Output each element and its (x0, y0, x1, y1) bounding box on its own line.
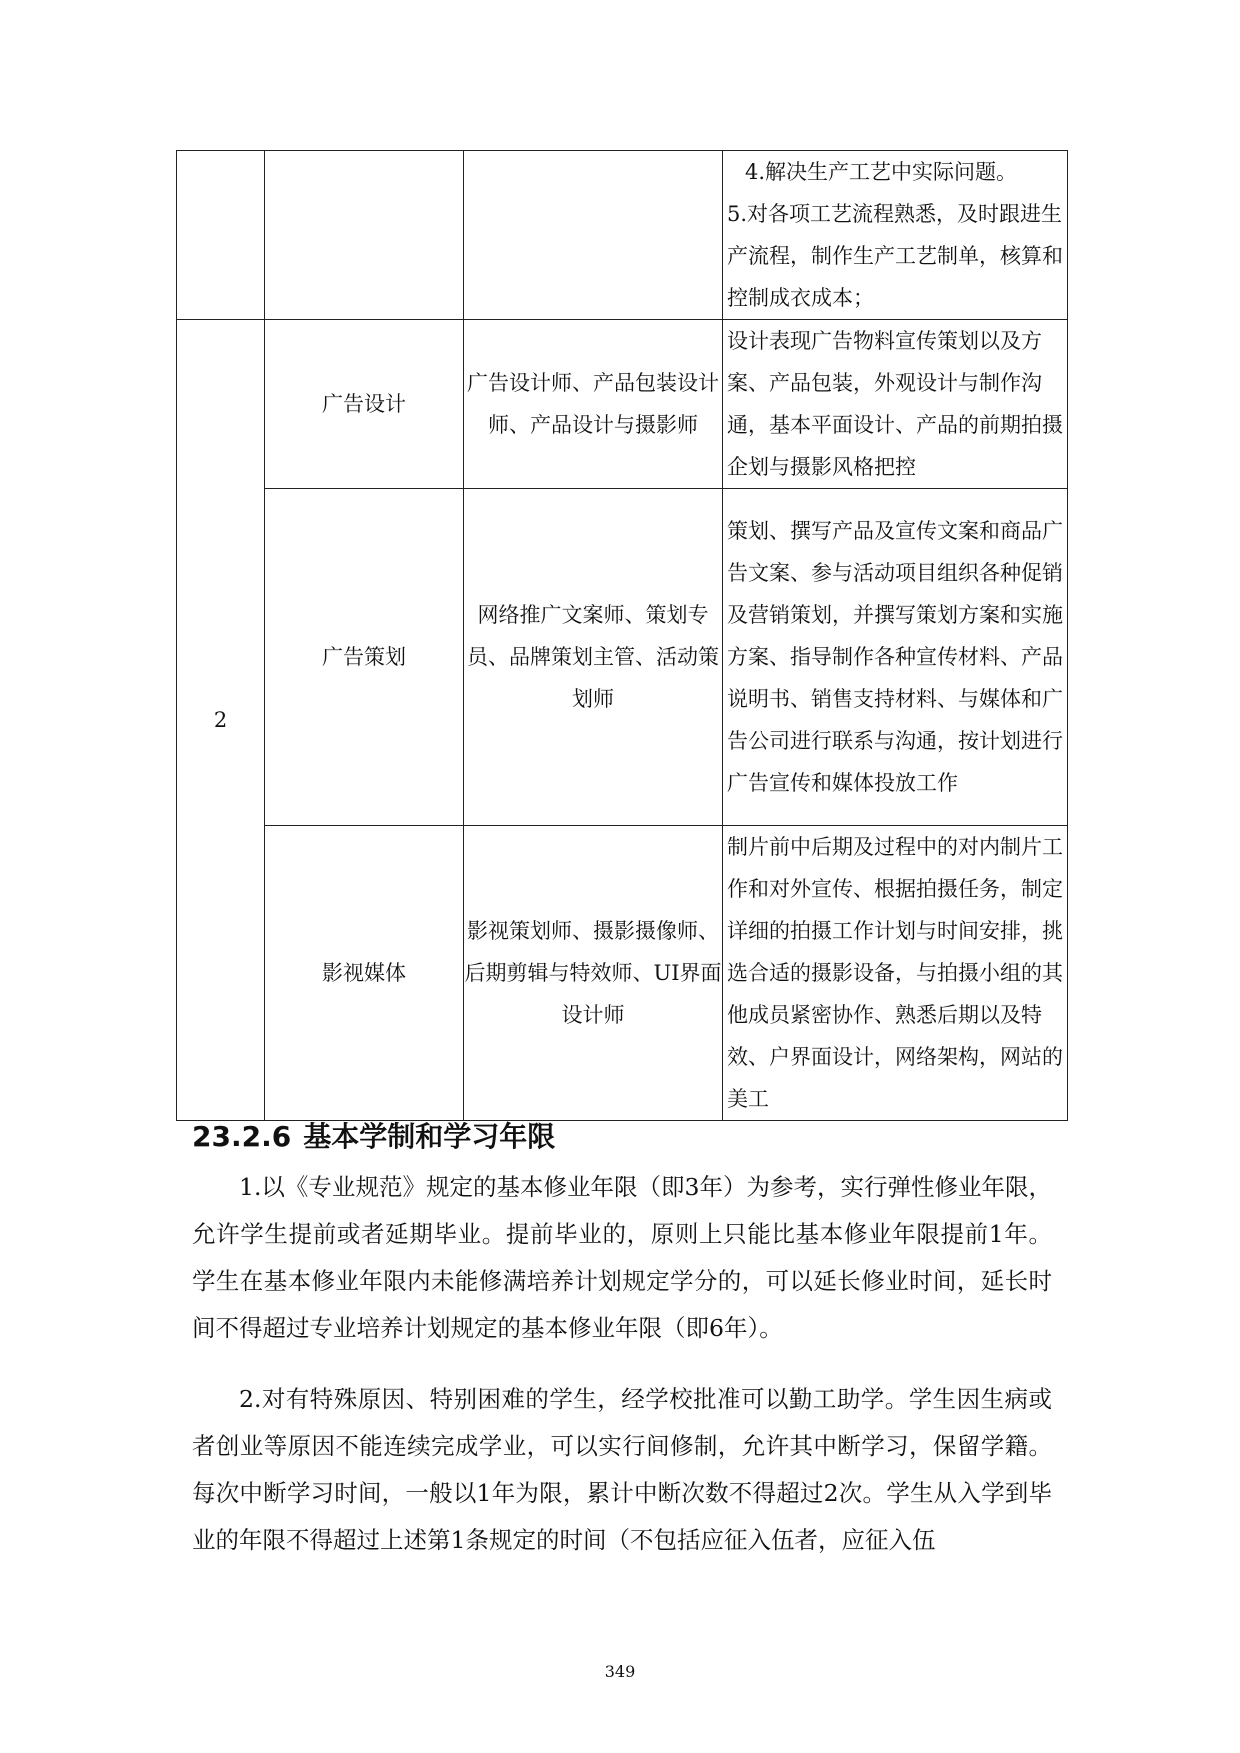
section-number: 23.2.6 (192, 1120, 292, 1153)
section-heading (192, 1117, 555, 1157)
table-row (177, 151, 1068, 320)
description-cell (723, 320, 1068, 489)
field-cell: 影视媒体 (265, 826, 464, 1121)
description-text: 设计表现广告物料宣传策划以及方案、产品包装，外观设计与制作沟通，基本平面设计、产品的前期拍摄企划与摄影风格把控 (727, 329, 1063, 479)
number-cell-empty (177, 151, 265, 320)
positions-cell-empty (464, 151, 723, 320)
positions-cell: 网络推广文案师、策划专员、品牌策划主管、活动策划师 (464, 489, 723, 826)
table-row (177, 826, 1068, 1121)
table-row (177, 320, 1068, 489)
description-line: 5.对各项工艺流程熟悉，及时跟进生产流程，制作生产工艺制单，核算和控制成衣成本； (727, 202, 1063, 310)
body-paragraph: 2.对有特殊原因、特别困难的学生，经学校批准可以勤工助学。学生因生病或者创业等原因不能连续完成学业，可以实行间修制，允许其中断学习，保留学籍。每次中断学习时间，一般以1年为限，累计中断次数不得超过2次。学生从入学到毕业的年限不得超过上述第1条规定的时间（不包括应征入伍者，应征入伍 (192, 1385, 1052, 1554)
section-title: 基本学制和学习年限 (303, 1120, 556, 1153)
table-row (177, 489, 1068, 826)
group-number-cell: 2 (177, 320, 265, 1121)
career-table (176, 150, 1068, 1121)
field-cell-empty (265, 151, 464, 320)
field-cell: 广告设计 (265, 320, 464, 489)
page-number: 349 (604, 1662, 636, 1681)
positions-cell: 影视策划师、摄影摄像师、后期剪辑与特效师、UI界面设计师 (464, 826, 723, 1121)
field-cell: 广告策划 (265, 489, 464, 826)
description-line: 4.解决生产工艺中实际问题。 (745, 160, 1018, 184)
description-cell (723, 826, 1068, 1121)
description-cell (723, 151, 1068, 320)
positions-cell: 广告设计师、产品包装设计师、产品设计与摄影师 (464, 320, 723, 489)
description-text: 制片前中后期及过程中的对内制片工作和对外宣传、根据拍摄任务，制定详细的拍摄工作计划与时间安排，挑选合适的摄影设备，与拍摄小组的其他成员紧密协作、熟悉后期以及特效、户界面设计，网络架构，网站的美工 (727, 835, 1063, 1111)
description-text: 策划、撰写产品及宣传文案和商品广告文案、参与活动项目组织各种促销及营销策划，并撰写策划方案和实施方案、指导制作各种宣传材料、产品说明书、销售支持材料、与媒体和广告公司进行联系与沟通，按计划进行广告宣传和媒体投放工作 (727, 519, 1063, 795)
description-cell (723, 489, 1068, 826)
body-paragraph: 1.以《专业规范》规定的基本修业年限（即3年）为参考，实行弹性修业年限，允许学生提前或者延期毕业。提前毕业的，原则上只能比基本修业年限提前1年。学生在基本修业年限内未能修满培养计划规定学分的，可以延长修业时间，延长时间不得超过专业培养计划规定的基本修业年限（即6年）。 (192, 1173, 1052, 1342)
